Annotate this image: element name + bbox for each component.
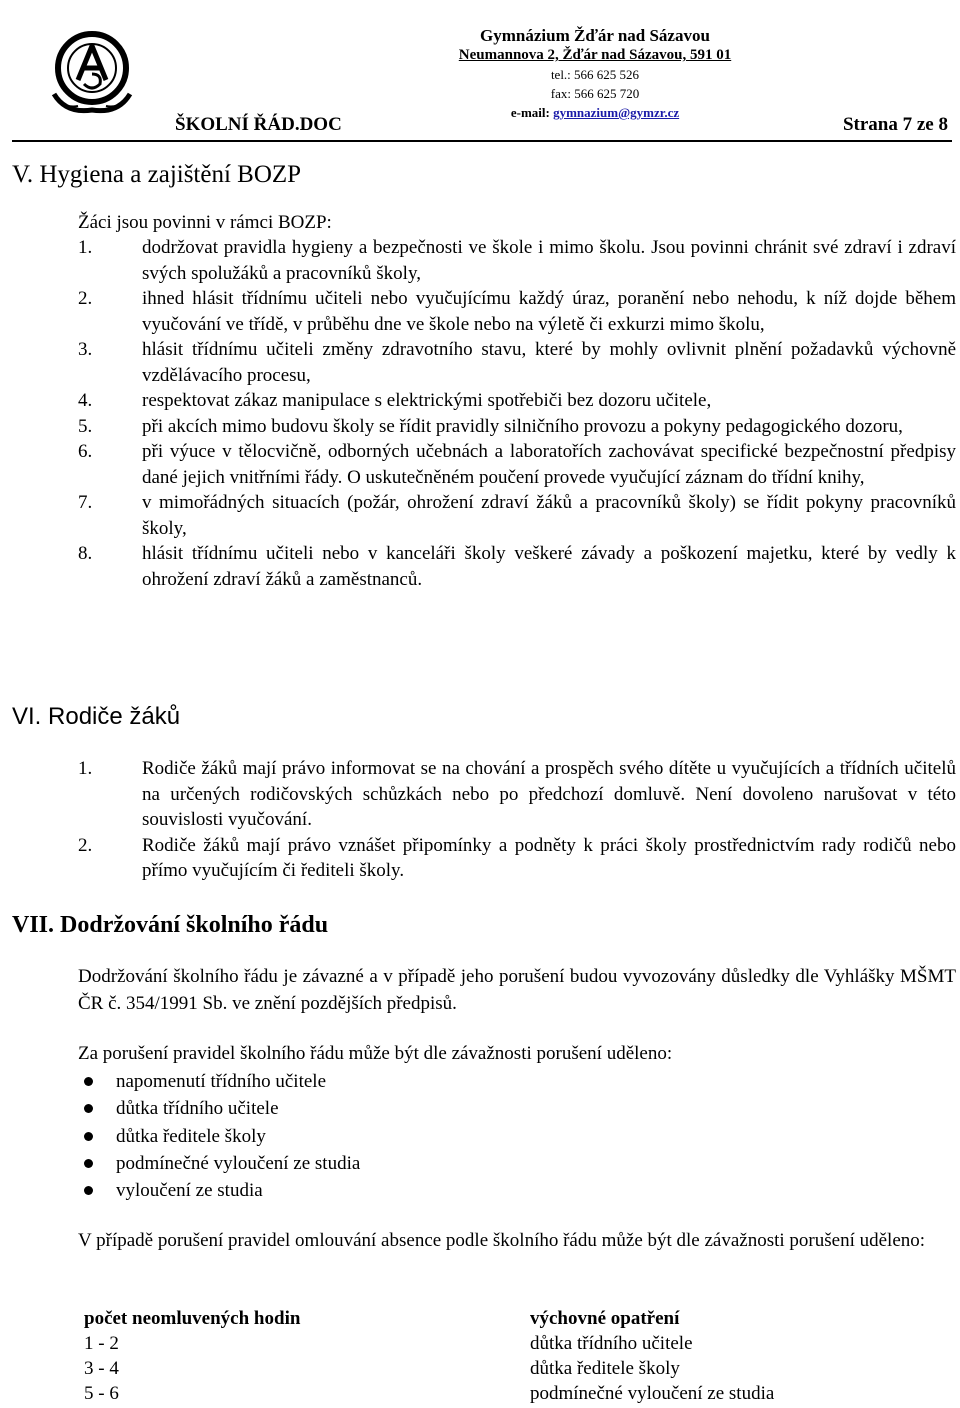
bullet-icon: [84, 1186, 93, 1195]
item-text: respektovat zákaz manipulace s elektrickými spotřebiči bez dozoru učitele,: [142, 390, 712, 411]
bullet-text: důtka ředitele školy: [116, 1125, 266, 1147]
bullet-text: podmínečné vyloučení ze studia: [116, 1152, 361, 1174]
list-item: [78, 1095, 360, 1122]
parents-list: [78, 756, 956, 884]
list-item: [78, 337, 956, 388]
section-heading-parents: VI. Rodiče žáků: [12, 703, 181, 730]
email-link[interactable]: gymnazium@gymzr.cz: [553, 105, 680, 120]
school-address: Neumannova 2, Žďár nad Sázavou, 591 01: [458, 47, 732, 63]
item-text: hlásit třídnímu učiteli změny zdravotního stavu, které by mohly ovlivnit plnění požadavků výchovně vzdělávacího procesu,: [142, 339, 956, 386]
list-item: [78, 439, 956, 490]
bullet-icon: [84, 1104, 93, 1113]
item-number: 3.: [78, 339, 93, 360]
table-cell: důtka třídního učitele: [530, 1333, 693, 1354]
school-fax: fax: 566 625 720: [550, 86, 640, 101]
list-item: [78, 756, 956, 833]
document-name: ŠKOLNÍ ŘÁD.DOC: [175, 114, 342, 135]
item-text: dodržovat pravidla hygieny a bezpečnosti ve škole i mimo školu. Jsou povinni chránit své zdraví i zdraví svých spolužáků a pracovníků školy,: [142, 237, 956, 284]
list-item: [78, 541, 956, 592]
list-item: [78, 490, 956, 541]
item-text: Rodiče žáků mají právo vznášet připomínky a podněty k práci školy prostřednictvím rady rodičů nebo přímo vyučujícím či řediteli školy.: [142, 834, 956, 881]
email-label: e-mail:: [510, 105, 554, 120]
list-item: [78, 286, 956, 337]
school-logo: [44, 22, 140, 118]
column-header-hours: počet neomluvených hodin: [84, 1308, 301, 1329]
section-intro: Žáci jsou povinni v rámci BOZP:: [78, 212, 332, 233]
item-number: 8.: [78, 543, 93, 564]
list-item: [78, 1150, 360, 1177]
table-cell: 1 - 2: [84, 1333, 119, 1354]
school-email-line: [420, 103, 770, 122]
item-number: 4.: [78, 390, 93, 411]
header-divider: [12, 140, 952, 142]
list-item: [78, 388, 956, 414]
item-number: 6.: [78, 441, 93, 462]
item-text: Rodiče žáků mají právo informovat se na chování a prospěch svého dítěte u vyučujících a třídních učitelů na určených rodičovských schůzkách nebo po předchozí domluvě. Není dovoleno narušovat v této souvislosti vyučování.: [142, 758, 956, 830]
table-cell: podmínečné vyloučení ze studia: [530, 1383, 775, 1404]
absence-paragraph: V případě porušení pravidel omlouvání absence podle školního řádu může být dle závažnosti porušení uděleno:: [78, 1230, 926, 1251]
school-phone: tel.: 566 625 526: [550, 67, 640, 82]
bullet-icon: [84, 1159, 93, 1168]
item-number: 2.: [78, 288, 93, 309]
item-number: 7.: [78, 492, 93, 513]
list-item: [78, 414, 956, 440]
item-text: při akcích mimo budovu školy se řídit pravidly silničního provozu a pokyny pedagogického dozoru,: [142, 415, 903, 437]
list-item: [78, 1177, 360, 1204]
column-header-measure: výchovné opatření: [530, 1308, 680, 1329]
table-cell: 3 - 4: [84, 1358, 119, 1379]
list-item: [78, 1123, 360, 1150]
item-number: 1.: [78, 758, 93, 779]
penalties-intro: Za porušení pravidel školního řádu může být dle závažnosti porušení uděleno:: [78, 1043, 673, 1064]
item-number: 1.: [78, 237, 93, 258]
section-heading-hygiene: V. Hygiena a zajištění BOZP: [12, 161, 302, 188]
item-text: při výuce v tělocvičně, odborných učebnách a laboratořích zachovávat specifické bezpečnostní předpisy dané jejich vnitřními řády. O uskutečněném poučení provede vyučující záznam do třídní knihy,: [142, 441, 956, 488]
list-item: [78, 1068, 360, 1095]
item-number: 5.: [78, 415, 93, 437]
list-item: [78, 235, 956, 286]
bullet-text: vyloučení ze studia: [116, 1180, 263, 1202]
table-cell: 5 - 6: [84, 1383, 119, 1404]
list-item: [78, 833, 956, 884]
bullet-icon: [84, 1132, 93, 1141]
school-name: Gymnázium Žďár nad Sázavou: [480, 26, 710, 45]
compliance-paragraph: Dodržování školního řádu je závazné a v případě jeho porušení budou vyvozovány důsledky dle Vyhlášky MŠMT ČR č. 354/1991 Sb. ve znění pozdějších předpisů.: [78, 966, 956, 1014]
bullet-text: napomenutí třídního učitele: [116, 1071, 327, 1092]
item-text: ihned hlásit třídnímu učiteli nebo vyučujícímu každý úraz, poranění nebo nehodu, k níž dojde během vyučování ve třídě, v průběhu dne ve škole nebo na výletě či exkurzi mimo školu,: [142, 288, 956, 335]
table-cell: důtka ředitele školy: [530, 1358, 680, 1379]
item-text: hlásit třídnímu učiteli nebo v kanceláři školy veškeré závady a poškození majetku, které by vedly k ohrožení zdraví žáků a zaměstnanců.: [142, 543, 956, 590]
item-number: 2.: [78, 834, 93, 856]
item-text: v mimořádných situacích (požár, ohrožení zdraví žáků a pracovníků školy) se řídit pokyny pracovníků školy,: [142, 492, 956, 539]
section-heading-compliance: VII. Dodržování školního řádu: [12, 912, 329, 938]
letterhead: [420, 26, 770, 122]
bullet-icon: [84, 1077, 93, 1086]
page-number: Strana 7 ze 8: [842, 114, 948, 135]
hygiene-list: [78, 235, 956, 592]
bullet-text: důtka třídního učitele: [116, 1098, 279, 1120]
penalty-list: [78, 1068, 360, 1204]
